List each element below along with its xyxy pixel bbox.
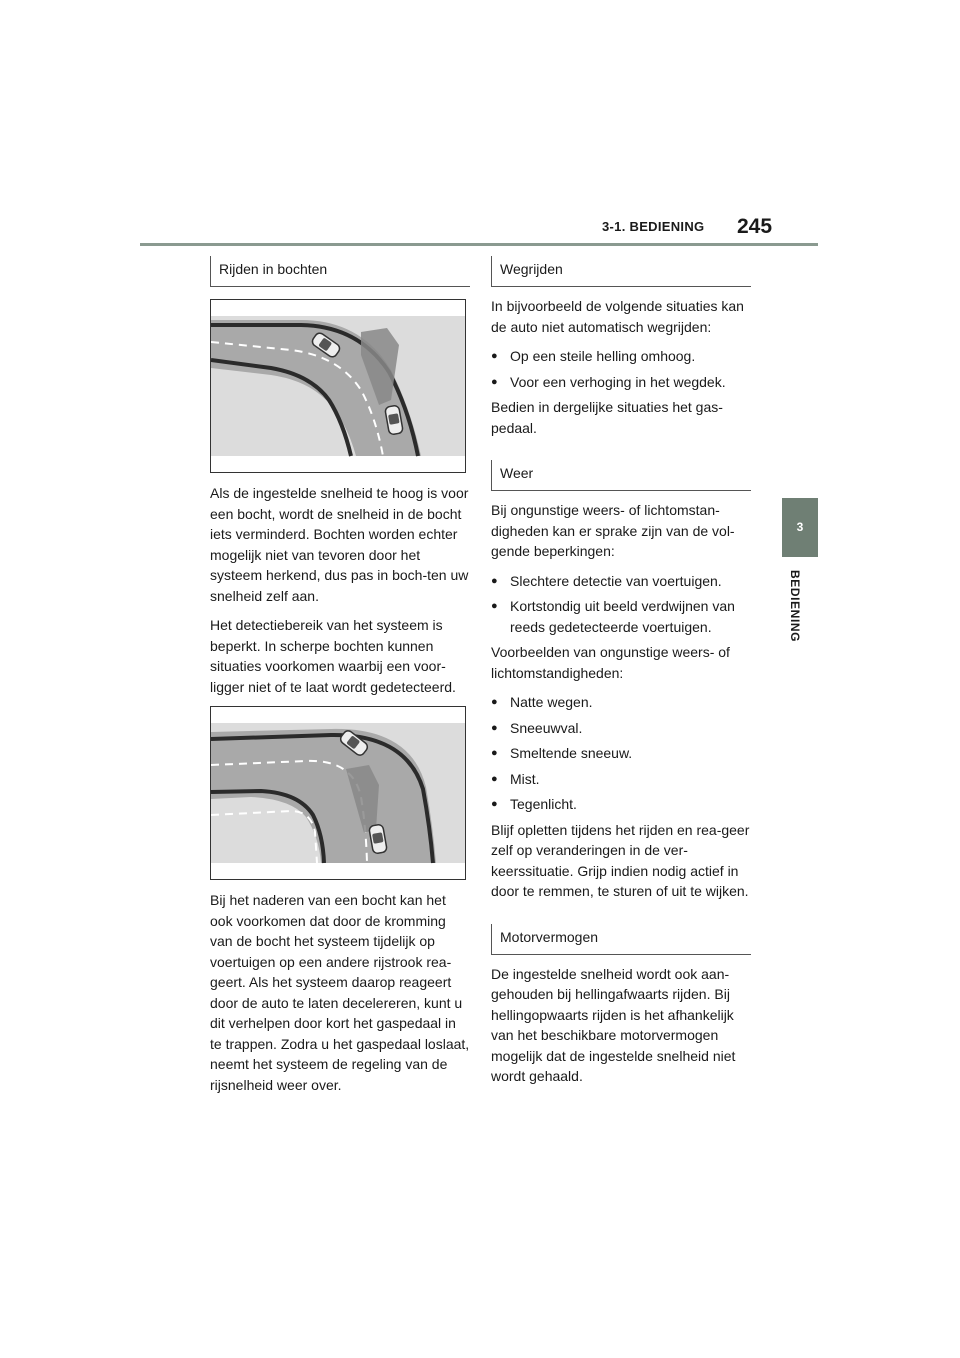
paragraph: Bij ongunstige weers- of lichtomstan-digheden kan er sprake zijn van de vol-gende beperkingen:: [491, 502, 735, 559]
paragraph: Het detectiebereik van het systeem is beperkt. In scherpe bochten kunnen situaties voorkomen waarbij een voor-ligger niet of te laat wordt gedetecteerd.: [210, 617, 456, 695]
section-heading-engine-power: Motorvermogen: [491, 924, 751, 955]
list-item: ● Smeltende sneeuw.: [491, 743, 751, 764]
list-item: ● Slechtere detectie van voertuigen.: [491, 571, 751, 592]
paragraph: Blijf opletten tijdens het rijden en rea-geer zelf op veranderingen in de ver-keerssituatie. Grijp indien nodig actief in door te remmen, te sturen of uit te wijken.: [491, 821, 750, 899]
list-item: ● Voor een verhoging in het wegdek.: [491, 372, 751, 393]
list-item: ● Mist.: [491, 769, 751, 790]
chapter-title: 3-1. BEDIENING: [602, 219, 705, 234]
paragraph: Bij het naderen van een bocht kan het ook voorkomen dat door de kromming van de bocht het systeem tijdelijk op voertuigen op een andere rijstrook rea-geert. Als het systeem daarop reageert door de auto te laten decelereren, kunt u dit verhelpen door kort het gaspedaal in te trappen. Zodra u het gaspedaal loslaat, neemt het systeem de regeling van de rijsnelheid weer over.: [210, 892, 470, 1093]
section-heading-weather: Weer: [491, 460, 751, 491]
curve-illustration-2: [210, 706, 466, 880]
right-column: [491, 256, 751, 1096]
curve-illustration-1: [210, 299, 466, 473]
chapter-tab: 3: [782, 498, 818, 557]
page-number: 245: [737, 215, 773, 238]
list-item: ● Natte wegen.: [491, 692, 751, 713]
list-item: ● Op een steile helling omhoog.: [491, 346, 751, 367]
paragraph: Voorbeelden van ongunstige weers- of lichtomstandigheden:: [491, 644, 730, 681]
chapter-side-label: BEDIENING: [788, 570, 802, 643]
section-heading-curves: Rijden in bochten: [210, 256, 470, 287]
left-column: [210, 256, 470, 1104]
section-heading-driving-off: Wegrijden: [491, 256, 751, 287]
list-item: ● Sneeuwval.: [491, 718, 751, 739]
list-item: ● Kortstondig uit beeld verdwijnen van reeds gedetecteerde voertuigen.: [491, 596, 751, 637]
list-item: ● Tegenlicht.: [491, 794, 751, 815]
paragraph: In bijvoorbeeld de volgende situaties kan de auto niet automatisch wegrijden:: [491, 298, 744, 335]
header-rule: [140, 243, 818, 246]
paragraph: Als de ingestelde snelheid te hoog is voor een bocht, wordt de snelheid in de bocht iets verminderd. Bochten worden echter mogelijk niet van tevoren door het systeem herkend, dus pas in boch-ten uw snelheid zelf aan.: [210, 485, 469, 604]
paragraph: Bedien in dergelijke situaties het gas-pedaal.: [491, 399, 723, 436]
paragraph: De ingestelde snelheid wordt ook aan-gehouden bij hellingafwaarts rijden. Bij hellingopwaarts rijden is het afhankelijk van het beschikbare motorvermogen mogelijk dat de ingestelde snelheid niet wordt gehaald.: [491, 965, 736, 1084]
